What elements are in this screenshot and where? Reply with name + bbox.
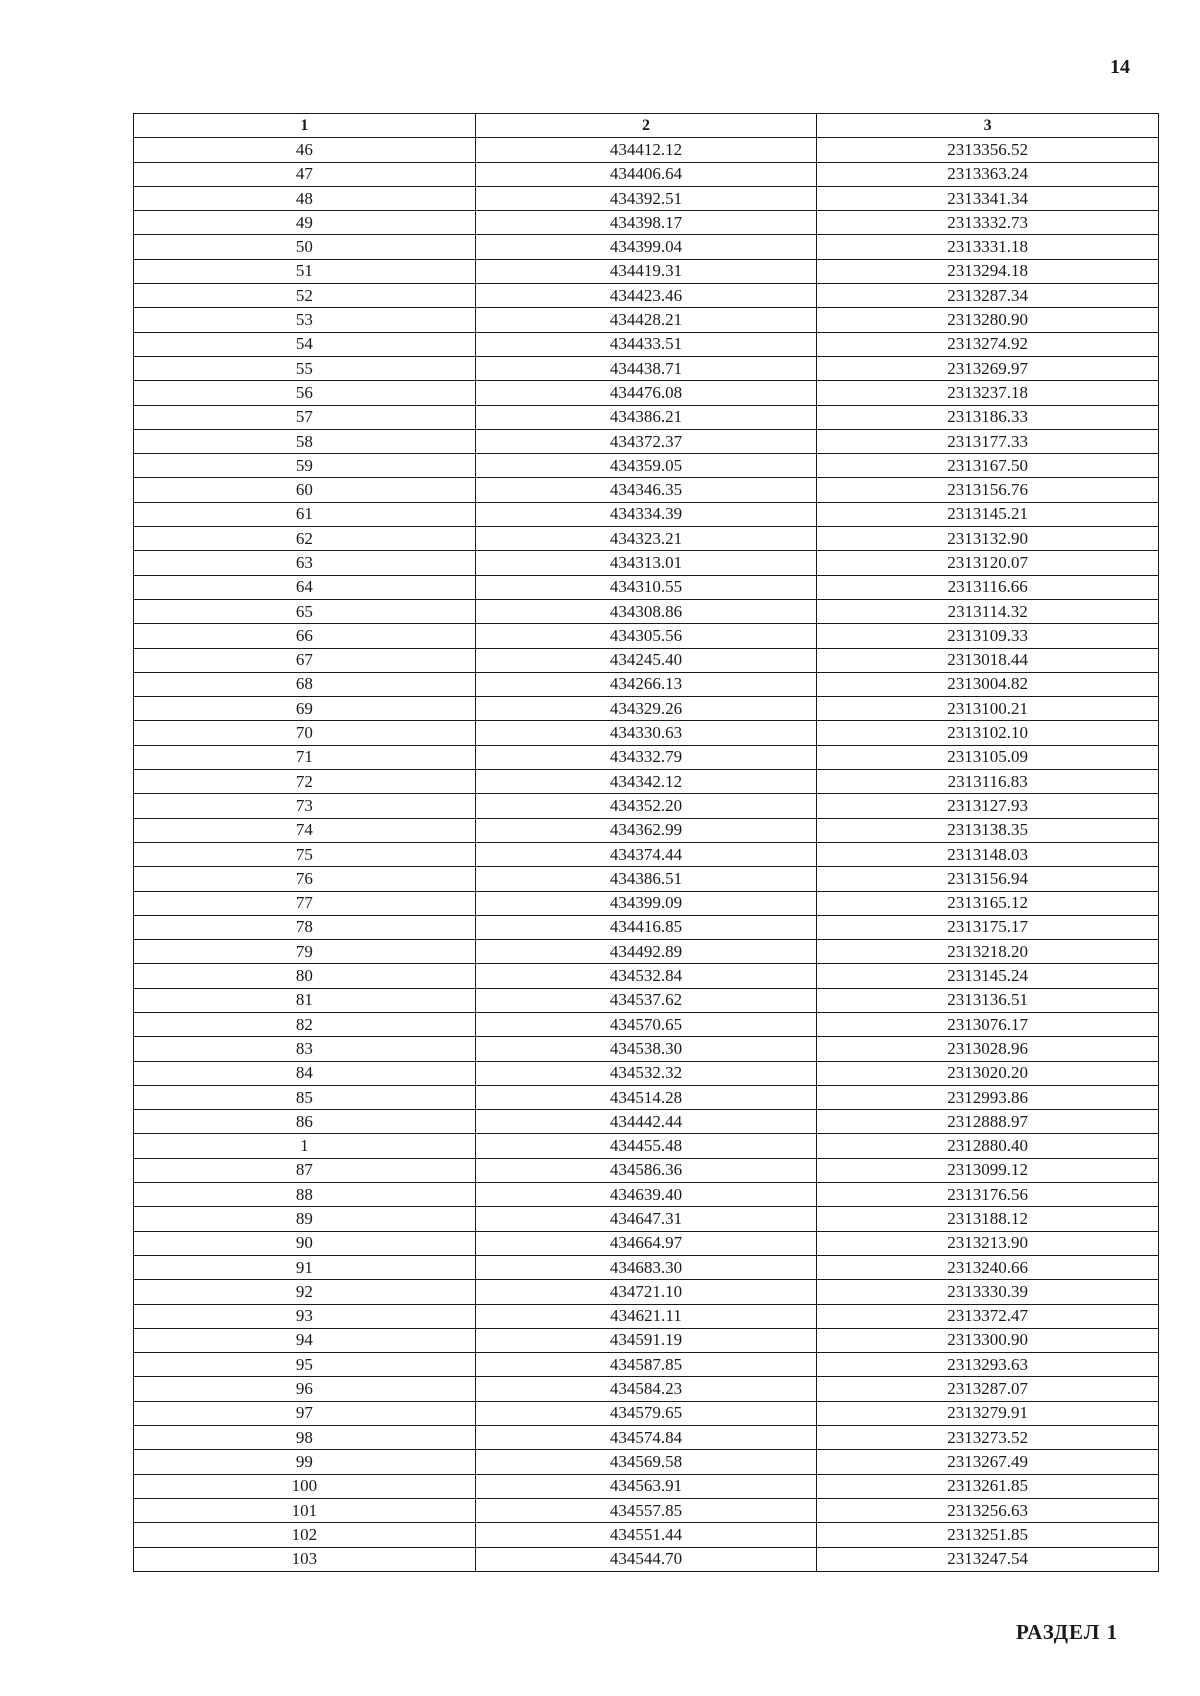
header-row bbox=[134, 114, 1159, 138]
x-coordinate-cell: 434329.26 bbox=[475, 697, 817, 721]
x-coordinate-cell: 434305.56 bbox=[475, 624, 817, 648]
coordinates-table bbox=[133, 113, 1159, 1572]
x-coordinate-cell: 434586.36 bbox=[475, 1158, 817, 1182]
point-number-cell: 90 bbox=[134, 1231, 476, 1255]
point-number-cell: 46 bbox=[134, 138, 476, 162]
table-row bbox=[134, 1134, 1159, 1158]
table-row bbox=[134, 915, 1159, 939]
y-coordinate-cell: 2313020.20 bbox=[817, 1061, 1159, 1085]
point-number-cell: 63 bbox=[134, 551, 476, 575]
table-row bbox=[134, 1110, 1159, 1134]
x-coordinate-cell: 434476.08 bbox=[475, 381, 817, 405]
x-coordinate-cell: 434544.70 bbox=[475, 1547, 817, 1571]
y-coordinate-cell: 2313109.33 bbox=[817, 624, 1159, 648]
y-coordinate-cell: 2312888.97 bbox=[817, 1110, 1159, 1134]
y-coordinate-cell: 2312880.40 bbox=[817, 1134, 1159, 1158]
column-header-number: 1 bbox=[134, 114, 476, 138]
y-coordinate-cell: 2313188.12 bbox=[817, 1207, 1159, 1231]
point-number-cell: 53 bbox=[134, 308, 476, 332]
y-coordinate-cell: 2313145.21 bbox=[817, 502, 1159, 526]
table-row bbox=[134, 624, 1159, 648]
point-number-cell: 89 bbox=[134, 1207, 476, 1231]
y-coordinate-cell: 2313076.17 bbox=[817, 1012, 1159, 1036]
page-number: 14 bbox=[1110, 56, 1130, 78]
table-row bbox=[134, 988, 1159, 1012]
table-row bbox=[134, 332, 1159, 356]
table-row bbox=[134, 1523, 1159, 1547]
table-row bbox=[134, 1183, 1159, 1207]
y-coordinate-cell: 2313256.63 bbox=[817, 1498, 1159, 1522]
point-number-cell: 48 bbox=[134, 186, 476, 210]
x-coordinate-cell: 434551.44 bbox=[475, 1523, 817, 1547]
x-coordinate-cell: 434372.37 bbox=[475, 429, 817, 453]
y-coordinate-cell: 2313341.34 bbox=[817, 186, 1159, 210]
y-coordinate-cell: 2313274.92 bbox=[817, 332, 1159, 356]
y-coordinate-cell: 2313167.50 bbox=[817, 454, 1159, 478]
point-number-cell: 100 bbox=[134, 1474, 476, 1498]
point-number-cell: 49 bbox=[134, 211, 476, 235]
table-row bbox=[134, 794, 1159, 818]
x-coordinate-cell: 434266.13 bbox=[475, 672, 817, 696]
table-row bbox=[134, 1474, 1159, 1498]
y-coordinate-cell: 2313186.33 bbox=[817, 405, 1159, 429]
point-number-cell: 75 bbox=[134, 842, 476, 866]
y-coordinate-cell: 2313247.54 bbox=[817, 1547, 1159, 1571]
y-coordinate-cell: 2313251.85 bbox=[817, 1523, 1159, 1547]
y-coordinate-cell: 2313280.90 bbox=[817, 308, 1159, 332]
point-number-cell: 51 bbox=[134, 259, 476, 283]
table-row bbox=[134, 405, 1159, 429]
y-coordinate-cell: 2313213.90 bbox=[817, 1231, 1159, 1255]
table-row bbox=[134, 429, 1159, 453]
y-coordinate-cell: 2313273.52 bbox=[817, 1426, 1159, 1450]
x-coordinate-cell: 434310.55 bbox=[475, 575, 817, 599]
x-coordinate-cell: 434245.40 bbox=[475, 648, 817, 672]
y-coordinate-cell: 2313156.76 bbox=[817, 478, 1159, 502]
table-row bbox=[134, 1426, 1159, 1450]
x-coordinate-cell: 434569.58 bbox=[475, 1450, 817, 1474]
y-coordinate-cell: 2313099.12 bbox=[817, 1158, 1159, 1182]
point-number-cell: 95 bbox=[134, 1353, 476, 1377]
table-row bbox=[134, 867, 1159, 891]
table-row bbox=[134, 818, 1159, 842]
point-number-cell: 93 bbox=[134, 1304, 476, 1328]
table-row bbox=[134, 1328, 1159, 1352]
point-number-cell: 56 bbox=[134, 381, 476, 405]
table-row bbox=[134, 356, 1159, 380]
point-number-cell: 54 bbox=[134, 332, 476, 356]
y-coordinate-cell: 2313293.63 bbox=[817, 1353, 1159, 1377]
point-number-cell: 80 bbox=[134, 964, 476, 988]
table-row bbox=[134, 211, 1159, 235]
x-coordinate-cell: 434647.31 bbox=[475, 1207, 817, 1231]
table-row bbox=[134, 1255, 1159, 1279]
table-row bbox=[134, 940, 1159, 964]
x-coordinate-cell: 434664.97 bbox=[475, 1231, 817, 1255]
y-coordinate-cell: 2313237.18 bbox=[817, 381, 1159, 405]
table-header bbox=[134, 114, 1159, 138]
point-number-cell: 84 bbox=[134, 1061, 476, 1085]
x-coordinate-cell: 434563.91 bbox=[475, 1474, 817, 1498]
table-row bbox=[134, 964, 1159, 988]
table-row bbox=[134, 1401, 1159, 1425]
x-coordinate-cell: 434406.64 bbox=[475, 162, 817, 186]
point-number-cell: 71 bbox=[134, 745, 476, 769]
point-number-cell: 67 bbox=[134, 648, 476, 672]
table-row bbox=[134, 1012, 1159, 1036]
x-coordinate-cell: 434416.85 bbox=[475, 915, 817, 939]
y-coordinate-cell: 2313330.39 bbox=[817, 1280, 1159, 1304]
point-number-cell: 69 bbox=[134, 697, 476, 721]
y-coordinate-cell: 2313105.09 bbox=[817, 745, 1159, 769]
x-coordinate-cell: 434332.79 bbox=[475, 745, 817, 769]
table-row bbox=[134, 1547, 1159, 1571]
y-coordinate-cell: 2313102.10 bbox=[817, 721, 1159, 745]
point-number-cell: 85 bbox=[134, 1085, 476, 1109]
table-row bbox=[134, 745, 1159, 769]
table-row bbox=[134, 1450, 1159, 1474]
table-row bbox=[134, 1085, 1159, 1109]
table-row bbox=[134, 1158, 1159, 1182]
point-number-cell: 103 bbox=[134, 1547, 476, 1571]
y-coordinate-cell: 2313132.90 bbox=[817, 527, 1159, 551]
x-coordinate-cell: 434359.05 bbox=[475, 454, 817, 478]
table-row bbox=[134, 721, 1159, 745]
y-coordinate-cell: 2313136.51 bbox=[817, 988, 1159, 1012]
table-row bbox=[134, 162, 1159, 186]
table-row bbox=[134, 672, 1159, 696]
table-row bbox=[134, 1061, 1159, 1085]
x-coordinate-cell: 434514.28 bbox=[475, 1085, 817, 1109]
section-label: РАЗДЕЛ 1 bbox=[1016, 1620, 1119, 1644]
point-number-cell: 81 bbox=[134, 988, 476, 1012]
y-coordinate-cell: 2313279.91 bbox=[817, 1401, 1159, 1425]
point-number-cell: 60 bbox=[134, 478, 476, 502]
table-row bbox=[134, 842, 1159, 866]
table-row bbox=[134, 1231, 1159, 1255]
table-row bbox=[134, 1498, 1159, 1522]
x-coordinate-cell: 434386.51 bbox=[475, 867, 817, 891]
point-number-cell: 47 bbox=[134, 162, 476, 186]
x-coordinate-cell: 434334.39 bbox=[475, 502, 817, 526]
y-coordinate-cell: 2313028.96 bbox=[817, 1037, 1159, 1061]
y-coordinate-cell: 2313356.52 bbox=[817, 138, 1159, 162]
y-coordinate-cell: 2313363.24 bbox=[817, 162, 1159, 186]
x-coordinate-cell: 434492.89 bbox=[475, 940, 817, 964]
table-row bbox=[134, 259, 1159, 283]
table-row bbox=[134, 1280, 1159, 1304]
point-number-cell: 70 bbox=[134, 721, 476, 745]
point-number-cell: 96 bbox=[134, 1377, 476, 1401]
x-coordinate-cell: 434532.32 bbox=[475, 1061, 817, 1085]
point-number-cell: 66 bbox=[134, 624, 476, 648]
point-number-cell: 92 bbox=[134, 1280, 476, 1304]
y-coordinate-cell: 2313116.66 bbox=[817, 575, 1159, 599]
table-row bbox=[134, 1353, 1159, 1377]
x-coordinate-cell: 434423.46 bbox=[475, 284, 817, 308]
point-number-cell: 102 bbox=[134, 1523, 476, 1547]
point-number-cell: 79 bbox=[134, 940, 476, 964]
x-coordinate-cell: 434428.21 bbox=[475, 308, 817, 332]
point-number-cell: 1 bbox=[134, 1134, 476, 1158]
point-number-cell: 55 bbox=[134, 356, 476, 380]
table-row bbox=[134, 138, 1159, 162]
x-coordinate-cell: 434574.84 bbox=[475, 1426, 817, 1450]
x-coordinate-cell: 434419.31 bbox=[475, 259, 817, 283]
point-number-cell: 57 bbox=[134, 405, 476, 429]
y-coordinate-cell: 2313372.47 bbox=[817, 1304, 1159, 1328]
table-row bbox=[134, 381, 1159, 405]
y-coordinate-cell: 2313294.18 bbox=[817, 259, 1159, 283]
table-row bbox=[134, 478, 1159, 502]
x-coordinate-cell: 434399.04 bbox=[475, 235, 817, 259]
point-number-cell: 61 bbox=[134, 502, 476, 526]
x-coordinate-cell: 434442.44 bbox=[475, 1110, 817, 1134]
x-coordinate-cell: 434330.63 bbox=[475, 721, 817, 745]
x-coordinate-cell: 434438.71 bbox=[475, 356, 817, 380]
x-coordinate-cell: 434346.35 bbox=[475, 478, 817, 502]
x-coordinate-cell: 434579.65 bbox=[475, 1401, 817, 1425]
y-coordinate-cell: 2312993.86 bbox=[817, 1085, 1159, 1109]
x-coordinate-cell: 434570.65 bbox=[475, 1012, 817, 1036]
y-coordinate-cell: 2313120.07 bbox=[817, 551, 1159, 575]
x-coordinate-cell: 434683.30 bbox=[475, 1255, 817, 1279]
point-number-cell: 74 bbox=[134, 818, 476, 842]
x-coordinate-cell: 434433.51 bbox=[475, 332, 817, 356]
table-row bbox=[134, 575, 1159, 599]
column-header-y: 3 bbox=[817, 114, 1159, 138]
table-row bbox=[134, 770, 1159, 794]
x-coordinate-cell: 434532.84 bbox=[475, 964, 817, 988]
point-number-cell: 78 bbox=[134, 915, 476, 939]
y-coordinate-cell: 2313287.07 bbox=[817, 1377, 1159, 1401]
x-coordinate-cell: 434557.85 bbox=[475, 1498, 817, 1522]
table-row bbox=[134, 284, 1159, 308]
point-number-cell: 98 bbox=[134, 1426, 476, 1450]
table-row bbox=[134, 1207, 1159, 1231]
x-coordinate-cell: 434639.40 bbox=[475, 1183, 817, 1207]
x-coordinate-cell: 434323.21 bbox=[475, 527, 817, 551]
point-number-cell: 65 bbox=[134, 599, 476, 623]
y-coordinate-cell: 2313018.44 bbox=[817, 648, 1159, 672]
y-coordinate-cell: 2313148.03 bbox=[817, 842, 1159, 866]
point-number-cell: 91 bbox=[134, 1255, 476, 1279]
table-row bbox=[134, 1304, 1159, 1328]
y-coordinate-cell: 2313240.66 bbox=[817, 1255, 1159, 1279]
x-coordinate-cell: 434537.62 bbox=[475, 988, 817, 1012]
point-number-cell: 52 bbox=[134, 284, 476, 308]
y-coordinate-cell: 2313100.21 bbox=[817, 697, 1159, 721]
point-number-cell: 77 bbox=[134, 891, 476, 915]
y-coordinate-cell: 2313145.24 bbox=[817, 964, 1159, 988]
y-coordinate-cell: 2313267.49 bbox=[817, 1450, 1159, 1474]
y-coordinate-cell: 2313138.35 bbox=[817, 818, 1159, 842]
table-row bbox=[134, 527, 1159, 551]
table-row bbox=[134, 697, 1159, 721]
x-coordinate-cell: 434392.51 bbox=[475, 186, 817, 210]
table-row bbox=[134, 1377, 1159, 1401]
x-coordinate-cell: 434721.10 bbox=[475, 1280, 817, 1304]
y-coordinate-cell: 2313175.17 bbox=[817, 915, 1159, 939]
y-coordinate-cell: 2313331.18 bbox=[817, 235, 1159, 259]
point-number-cell: 82 bbox=[134, 1012, 476, 1036]
x-coordinate-cell: 434591.19 bbox=[475, 1328, 817, 1352]
column-header-x: 2 bbox=[475, 114, 817, 138]
point-number-cell: 50 bbox=[134, 235, 476, 259]
x-coordinate-cell: 434398.17 bbox=[475, 211, 817, 235]
x-coordinate-cell: 434538.30 bbox=[475, 1037, 817, 1061]
y-coordinate-cell: 2313261.85 bbox=[817, 1474, 1159, 1498]
y-coordinate-cell: 2313269.97 bbox=[817, 356, 1159, 380]
x-coordinate-cell: 434386.21 bbox=[475, 405, 817, 429]
table-row bbox=[134, 551, 1159, 575]
x-coordinate-cell: 434587.85 bbox=[475, 1353, 817, 1377]
x-coordinate-cell: 434412.12 bbox=[475, 138, 817, 162]
y-coordinate-cell: 2313287.34 bbox=[817, 284, 1159, 308]
x-coordinate-cell: 434584.23 bbox=[475, 1377, 817, 1401]
point-number-cell: 88 bbox=[134, 1183, 476, 1207]
table-row bbox=[134, 186, 1159, 210]
point-number-cell: 59 bbox=[134, 454, 476, 478]
point-number-cell: 73 bbox=[134, 794, 476, 818]
x-coordinate-cell: 434362.99 bbox=[475, 818, 817, 842]
table-row bbox=[134, 891, 1159, 915]
point-number-cell: 72 bbox=[134, 770, 476, 794]
point-number-cell: 101 bbox=[134, 1498, 476, 1522]
table-row bbox=[134, 308, 1159, 332]
x-coordinate-cell: 434374.44 bbox=[475, 842, 817, 866]
y-coordinate-cell: 2313176.56 bbox=[817, 1183, 1159, 1207]
table-row bbox=[134, 454, 1159, 478]
y-coordinate-cell: 2313114.32 bbox=[817, 599, 1159, 623]
y-coordinate-cell: 2313004.82 bbox=[817, 672, 1159, 696]
table-row bbox=[134, 235, 1159, 259]
point-number-cell: 68 bbox=[134, 672, 476, 696]
y-coordinate-cell: 2313218.20 bbox=[817, 940, 1159, 964]
x-coordinate-cell: 434352.20 bbox=[475, 794, 817, 818]
table-row bbox=[134, 502, 1159, 526]
y-coordinate-cell: 2313165.12 bbox=[817, 891, 1159, 915]
table-row bbox=[134, 1037, 1159, 1061]
point-number-cell: 58 bbox=[134, 429, 476, 453]
y-coordinate-cell: 2313300.90 bbox=[817, 1328, 1159, 1352]
table-row bbox=[134, 648, 1159, 672]
point-number-cell: 94 bbox=[134, 1328, 476, 1352]
point-number-cell: 97 bbox=[134, 1401, 476, 1425]
point-number-cell: 64 bbox=[134, 575, 476, 599]
point-number-cell: 86 bbox=[134, 1110, 476, 1134]
point-number-cell: 76 bbox=[134, 867, 476, 891]
x-coordinate-cell: 434399.09 bbox=[475, 891, 817, 915]
y-coordinate-cell: 2313127.93 bbox=[817, 794, 1159, 818]
x-coordinate-cell: 434621.11 bbox=[475, 1304, 817, 1328]
y-coordinate-cell: 2313116.83 bbox=[817, 770, 1159, 794]
y-coordinate-cell: 2313156.94 bbox=[817, 867, 1159, 891]
table-body bbox=[134, 138, 1159, 1572]
point-number-cell: 99 bbox=[134, 1450, 476, 1474]
point-number-cell: 87 bbox=[134, 1158, 476, 1182]
table-row bbox=[134, 599, 1159, 623]
y-coordinate-cell: 2313177.33 bbox=[817, 429, 1159, 453]
point-number-cell: 62 bbox=[134, 527, 476, 551]
x-coordinate-cell: 434308.86 bbox=[475, 599, 817, 623]
x-coordinate-cell: 434455.48 bbox=[475, 1134, 817, 1158]
x-coordinate-cell: 434342.12 bbox=[475, 770, 817, 794]
x-coordinate-cell: 434313.01 bbox=[475, 551, 817, 575]
point-number-cell: 83 bbox=[134, 1037, 476, 1061]
y-coordinate-cell: 2313332.73 bbox=[817, 211, 1159, 235]
